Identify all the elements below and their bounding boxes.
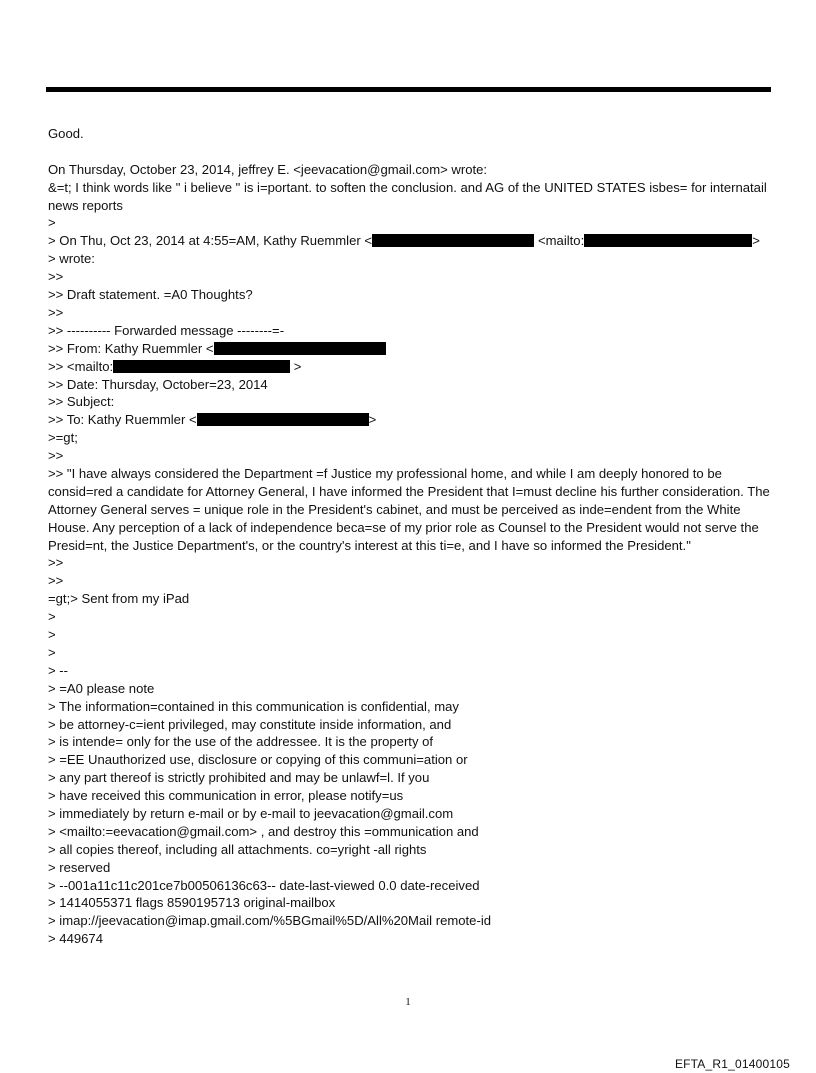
disclaimer-line: > --001a11c11c201ce7b00506136c63-- date-last-viewed 0.0 date-received: [48, 877, 480, 893]
statement-paragraph: >> "I have always considered the Department =f Justice my professional home, and while I am deeply honored to be consid=red a candidate for Attorney General, I have informed the President that I=must decline his further consideration. The Attorney General serves = unique role in the President's cabinet, and must be perceived as inde=endent from the White House. Any perception of a lack of independence beca=se of my prior role as Counsel to the President would not serve the Presid=nt, the Justice Department's, or the country's interest at this ti=e, and I have so informed the President.": [48, 465, 770, 553]
disclaimer-line: > be attorney-c=ient privileged, may constitute inside information, and: [48, 716, 452, 732]
quote-line: >: [48, 215, 56, 231]
quote-line: >>: [48, 269, 64, 285]
kathy-wrote-line: > wrote:: [48, 251, 95, 267]
page-number: 1: [405, 996, 411, 1008]
sent-line: =gt;> Sent from my iPad: [48, 591, 190, 607]
disclaimer-line: > <mailto:=eevacation@gmail.com> , and destroy this =ommunication and: [48, 823, 479, 839]
email-body: [48, 125, 778, 948]
disclaimer-line: > The information=contained in this communication is confidential, may: [48, 698, 459, 714]
to-prefix: >> To: Kathy Ruemmler <: [48, 412, 197, 428]
disclaimer-line: > immediately by return e-mail or by e-mail to jeevacation@gmail.com: [48, 805, 454, 821]
gt-entity-line: >=gt;: [48, 430, 78, 446]
bates-number: EFTA_R1_01400105: [674, 1057, 790, 1071]
reply-line: Good.: [48, 126, 84, 141]
disclaimer-line: > 449674: [48, 931, 103, 947]
quote-line: >>: [48, 448, 64, 464]
to-close: >: [368, 412, 377, 428]
to-line: [48, 411, 778, 429]
draft-line: >> Draft statement. =A0 Thoughts?: [48, 287, 253, 303]
on-wrote-line: On Thursday, October 23, 2014, jeffrey E. <jeevacation@gmail.com> wrote:: [48, 161, 488, 177]
from-prefix: >> From: Kathy Ruemmler <: [48, 340, 214, 356]
redaction-bar: [197, 413, 369, 426]
kathy-mailto: <mailto:: [538, 233, 585, 249]
quote-line: >>: [48, 304, 64, 320]
kathy-line: [48, 232, 778, 250]
date-line: >> Date: Thursday, October=23, 2014: [48, 376, 268, 392]
quote-line: >: [48, 644, 56, 660]
header-rule: [46, 87, 771, 92]
disclaimer-line: > 1414055371 flags 8590195713 original-mailbox: [48, 895, 336, 911]
disclaimer-line: > is intende= only for the use of the addressee. It is the property of: [48, 734, 434, 750]
disclaimer-line: > all copies thereof, including all attachments. co=yright -all rights: [48, 841, 427, 857]
redaction-bar: [113, 360, 290, 373]
quote-line: >>: [48, 573, 64, 589]
redaction-bar: [584, 234, 752, 247]
mailto-prefix: >> <mailto:: [48, 358, 114, 374]
forwarded-line: >> ---------- Forwarded message --------=-: [48, 322, 285, 338]
disclaimer-line: > have received this communication in error, please notify=us: [48, 788, 404, 804]
kathy-close: >: [752, 233, 760, 249]
disclaimer-line: > =EE Unauthorized use, disclosure or copying of this communi=ation or: [48, 752, 468, 768]
subject-line: >> Subject:: [48, 394, 115, 410]
quote-line: >>: [48, 555, 64, 571]
disclaimer-line: > reserved: [48, 859, 111, 875]
mailto-line: [48, 358, 778, 376]
quote-line: >: [48, 627, 56, 643]
kathy-prefix: > On Thu, Oct 23, 2014 at 4:55=AM, Kathy Ruemmler <: [48, 233, 372, 249]
mailto-close: >: [290, 358, 302, 374]
disclaimer-line: > imap://jeevacation@imap.gmail.com/%5BGmail%5D/All%20Mail remote-id: [48, 913, 492, 929]
redaction-bar: [372, 234, 534, 247]
disclaimer-line: > any part thereof is strictly prohibited and may be unlawf=l. If you: [48, 770, 430, 786]
quote-line: >: [48, 609, 56, 625]
redaction-bar: [214, 342, 386, 355]
please-note-line: > =A0 please note: [48, 680, 155, 696]
from-line: [48, 340, 778, 358]
sig-dash-line: > --: [48, 662, 69, 678]
comment-line: &=t; I think words like " i believe " is i=portant. to soften the conclusion. and AG of the UNITED STATES isbes= for internatail news reports: [48, 179, 767, 213]
